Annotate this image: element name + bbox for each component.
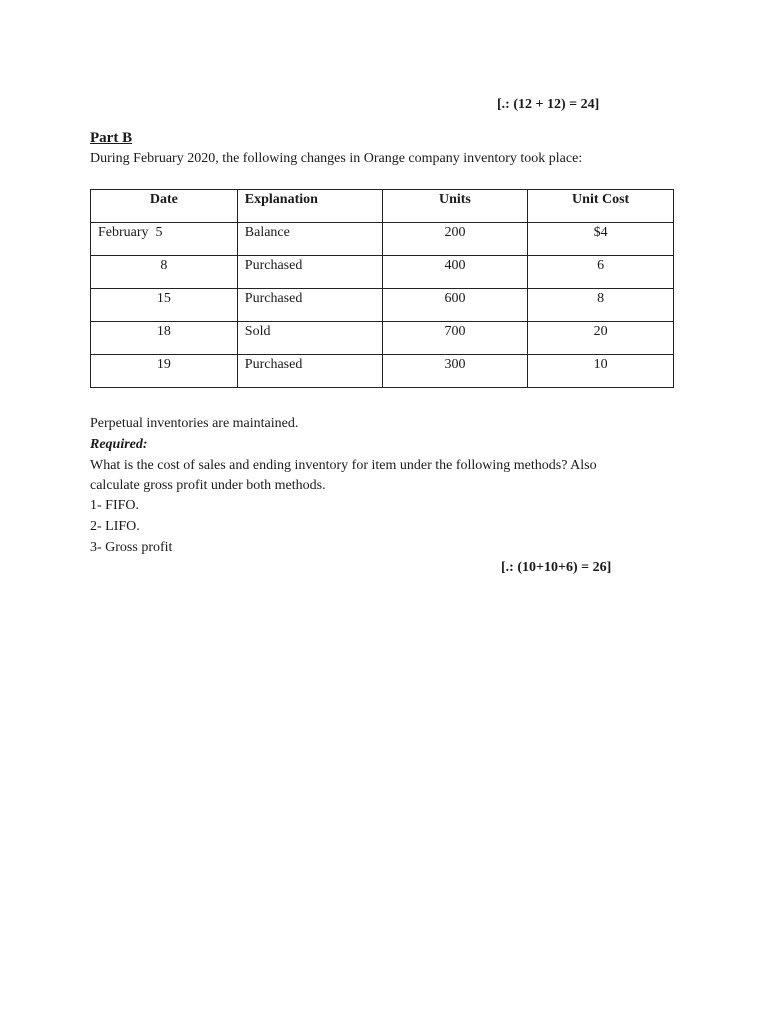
header-explanation: Explanation: [237, 190, 382, 223]
cell-units: 600: [382, 289, 528, 322]
header-unit-cost: Unit Cost: [528, 190, 674, 223]
cell-explanation: Balance: [237, 223, 382, 256]
table-row: [91, 223, 674, 256]
cell-units: 700: [382, 322, 528, 355]
cell-date: 18: [91, 322, 238, 355]
cell-unit-cost: 20: [528, 322, 674, 355]
score-header: [.: (12 + 12) = 24]: [497, 97, 600, 112]
cell-unit-cost: 8: [528, 289, 674, 322]
cell-date: 15: [91, 289, 238, 322]
list-item: 3- Gross profit: [90, 540, 173, 555]
table-row: [91, 355, 674, 388]
table-row: [91, 256, 674, 289]
part-title: Part B: [90, 130, 133, 146]
cell-unit-cost: $4: [528, 223, 674, 256]
header-units: Units: [382, 190, 528, 223]
cell-explanation: Purchased: [237, 289, 382, 322]
intro-text: During February 2020, the following changes in Orange company inventory took place:: [90, 151, 583, 166]
cell-date: 8: [91, 256, 238, 289]
table-header-row: [91, 190, 674, 223]
question-line-2: calculate gross profit under both methods.: [90, 478, 326, 493]
table-row: [91, 289, 674, 322]
cell-explanation: Purchased: [237, 355, 382, 388]
cell-units: 200: [382, 223, 528, 256]
cell-unit-cost: 6: [528, 256, 674, 289]
cell-date: 19: [91, 355, 238, 388]
note-text: Perpetual inventories are maintained.: [90, 416, 299, 431]
cell-date: February 5: [91, 223, 238, 256]
cell-unit-cost: 10: [528, 355, 674, 388]
table-row: [91, 322, 674, 355]
cell-units: 400: [382, 256, 528, 289]
question-line-1: What is the cost of sales and ending inventory for item under the following methods? Also: [90, 458, 597, 473]
required-label: Required:: [90, 437, 148, 452]
inventory-table: [90, 189, 674, 388]
score-footer: [.: (10+10+6) = 26]: [501, 560, 612, 575]
list-item: 1- FIFO.: [90, 498, 140, 513]
list-item: 2- LIFO.: [90, 519, 140, 534]
cell-explanation: Purchased: [237, 256, 382, 289]
cell-explanation: Sold: [237, 322, 382, 355]
header-date: Date: [91, 190, 238, 223]
cell-units: 300: [382, 355, 528, 388]
